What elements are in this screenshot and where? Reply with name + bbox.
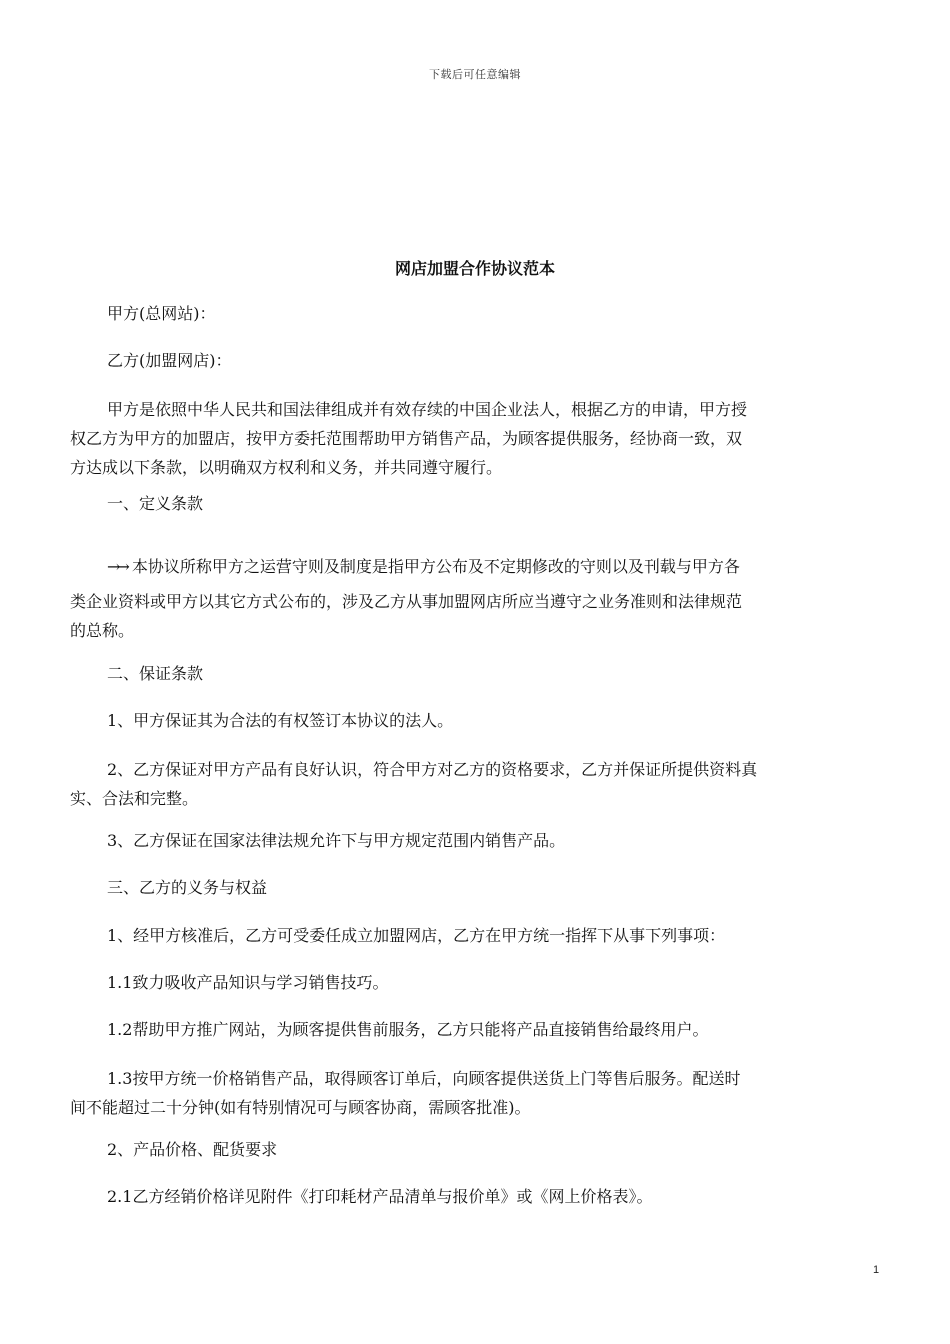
intro-line-1: 甲方是依照中华人民共和国法律组成并有效存续的中国企业法人，根据乙方的申请，甲方授 <box>107 400 748 419</box>
document-title: 网店加盟合作协议范本 <box>394 259 555 278</box>
section-1-heading: 一、定义条款 <box>107 494 204 513</box>
page-number: 1 <box>873 1264 880 1276</box>
section-3-item-1-1: 1.1致力吸收产品知识与学习销售技巧。 <box>107 973 389 992</box>
intro-paragraph <box>70 395 885 482</box>
section-1-text-1: 本协议所称甲方之运营守则及制度是指甲方公布及不定期修改的守则以及刊载与甲方各 <box>131 557 740 576</box>
section-3-item-2: 2、产品价格、配货要求 <box>107 1140 278 1159</box>
section-1-line-1 <box>70 552 885 581</box>
section-1-line-2: 类企业资料或甲方以其它方式公布的，涉及乙方从事加盟网店所应当遵守之业务准则和法律规范 <box>70 592 743 611</box>
party-a-line: 甲方(总网站)： <box>107 304 216 323</box>
section-2-item-2-line-2: 实、合法和完整。 <box>70 789 199 808</box>
section-1-paragraph <box>70 552 885 645</box>
section-3-item-2-1: 2.1乙方经销价格详见附件《打印耗材产品清单与报价单》或《网上价格表》。 <box>107 1187 653 1206</box>
section-3-item-1-3 <box>70 1064 885 1122</box>
section-2-item-2-line-1: 2、乙方保证对甲方产品有良好认识，符合甲方对乙方的资格要求，乙方并保证所提供资料真 <box>107 760 758 779</box>
section-3-item-1-3-line-1: 1.3按甲方统一价格销售产品，取得顾客订单后，向顾客提供送货上门等售后服务。配送时 <box>107 1069 741 1088</box>
intro-line-2: 权乙方为甲方的加盟店，按甲方委托范围帮助甲方销售产品，为顾客提供服务，经协商一致，双 <box>70 429 743 448</box>
section-2-heading: 二、保证条款 <box>107 664 204 683</box>
intro-line-3: 方达成以下条款，以明确双方权利和义务，并共同遵守履行。 <box>70 458 503 477</box>
party-b-line: 乙方(加盟网店)： <box>107 351 232 370</box>
section-3-item-1-3-line-2: 间不能超过二十分钟(如有特别情况可与顾客协商，需顾客批准)。 <box>70 1098 531 1117</box>
section-2-item-3: 3、乙方保证在国家法律法规允许下与甲方规定范围内销售产品。 <box>107 831 566 850</box>
header-note: 下载后可任意编辑 <box>429 68 521 81</box>
section-3-heading: 三、乙方的义务与权益 <box>107 878 268 897</box>
section-2-item-1: 1、甲方保证其为合法的有权签订本协议的法人。 <box>107 711 454 730</box>
section-3-item-1-2: 1.2帮助甲方推广网站，为顾客提供售前服务，乙方只能将产品直接销售给最终用户。 <box>107 1020 709 1039</box>
section-3-item-1: 1、经甲方核准后，乙方可受委任成立加盟网店，乙方在甲方统一指挥下从事下列事项： <box>107 926 726 945</box>
section-2-item-2 <box>70 755 885 813</box>
list-arrow-icon: →→ <box>107 557 126 576</box>
section-1-line-3: 的总称。 <box>70 621 135 640</box>
